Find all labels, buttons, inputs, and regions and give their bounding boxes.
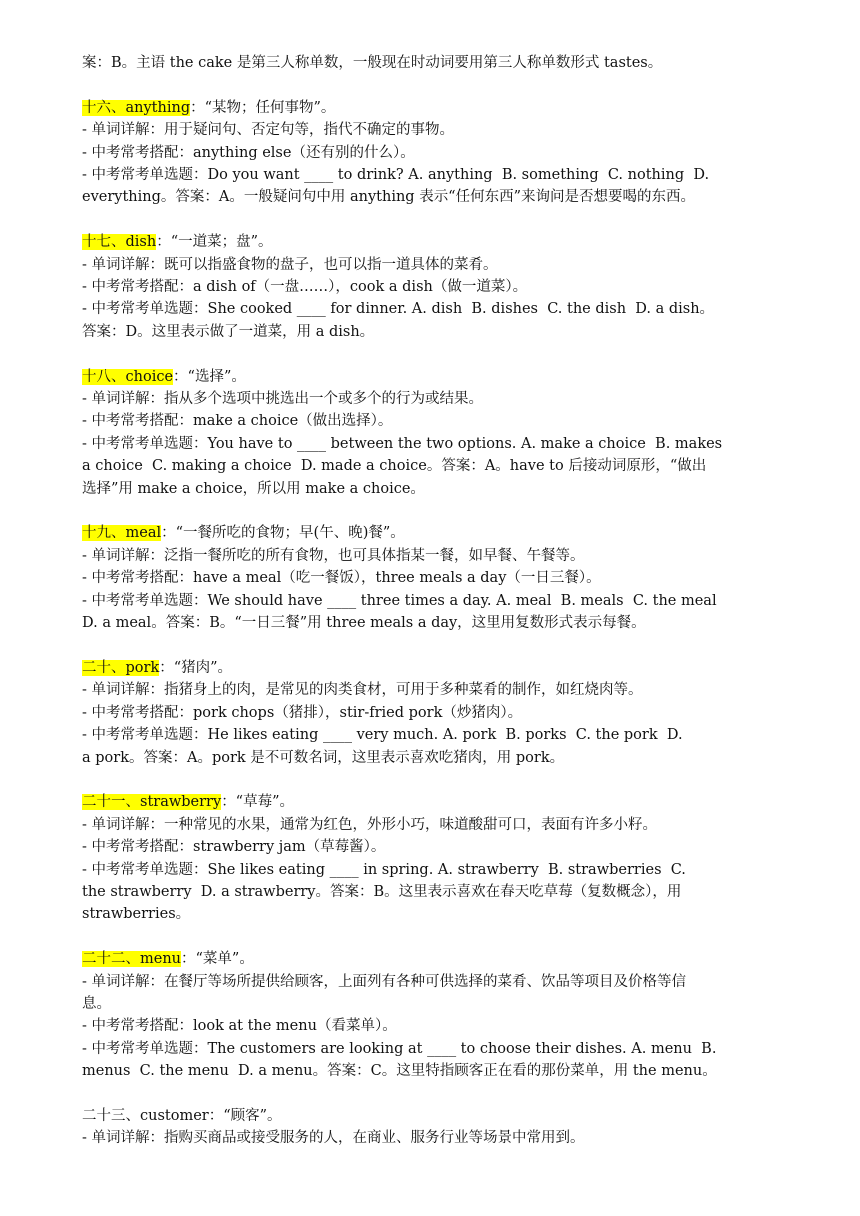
entry-line: - 单词详解：指猪身上的肉，是常见的肉类食材，可用于多种菜肴的制作，如红烧肉等。 <box>82 682 643 699</box>
entry-line: - 中考常考搭配：pork chops（猪排），stir-fried pork（炒猪肉）。 <box>82 704 523 721</box>
blank-line <box>82 209 810 231</box>
entry-heading <box>82 791 810 813</box>
blank-line <box>82 635 810 657</box>
entry-line: - 单词详解：在餐厅等场所提供给顾客，上面列有各种可供选择的菜肴、饮品等项目及价格等信 <box>82 973 687 990</box>
entry-line: - 中考常考搭配：strawberry jam（草莓酱）。 <box>82 839 386 856</box>
entry-line: - 中考常考单选题：The customers are looking at ____ to choose their dishes. A. menu B. <box>82 1040 717 1057</box>
heading-meaning: ：“一餐所吃的食物；早(午、晚)餐”。 <box>161 525 405 542</box>
entry-line: - 单词详解：指购买商品或接受服务的人，在商业、服务行业等场景中常用到。 <box>82 1130 585 1147</box>
blank-line <box>82 1083 810 1105</box>
entry-line: 选择”用 make a choice，所以用 make a choice。 <box>82 480 425 497</box>
entry-line: - 中考常考搭配：look at the menu（看菜单）。 <box>82 1018 397 1035</box>
entry-line: D. a meal。答案：B。“一日三餐”用 three meals a day，这里用复数形式表示每餐。 <box>82 615 646 632</box>
entry-line: - 单词详解：泛指一餐所吃的所有食物，也可具体指某一餐，如早餐、午餐等。 <box>82 547 585 564</box>
entry-line: - 中考常考单选题：He likes eating ____ very much. A. pork B. porks C. the pork D. <box>82 727 683 744</box>
entry-line: - 单词详解：一种常见的水果，通常为红色，外形小巧，味道酸甜可口，表面有许多小籽。 <box>82 816 658 833</box>
blank-line <box>82 343 810 365</box>
entry-line: - 中考常考单选题：Do you want ____ to drink? A. anything B. something C. nothing D. <box>82 167 710 184</box>
entry-line: a choice C. making a choice D. made a choice。答案：A。have to 后接动词原形，“做出 <box>82 458 707 475</box>
blank-line <box>82 500 810 522</box>
entry-line: - 中考常考搭配：anything else（还有别的什么）。 <box>82 144 415 161</box>
entry-heading <box>82 657 810 679</box>
heading-meaning: ：“一道菜；盘”。 <box>156 234 273 251</box>
entry-line: - 中考常考搭配：have a meal（吃一餐饭），three meals a day（一日三餐）。 <box>82 570 601 587</box>
highlighted-word: 二十二、menu <box>82 951 182 968</box>
highlighted-word: 十七、dish <box>82 234 157 251</box>
highlighted-word: 十八、choice <box>82 368 174 385</box>
entry-line: - 中考常考单选题：She cooked ____ for dinner. A. dish B. dishes C. the dish D. a dish。 <box>82 301 715 318</box>
entry-heading <box>82 522 810 544</box>
entry-line: menus C. the menu D. a menu。答案：C。这里特指顾客正在看的那份菜单，用 the menu。 <box>82 1063 717 1080</box>
intro-line: 案：B。主语 the cake 是第三人称单数，一般现在时动词要用第三人称单数形式 tastes。 <box>82 55 663 71</box>
highlighted-word: 二十一、strawberry <box>82 794 222 811</box>
entry-line: everything。答案：A。一般疑问句中用 anything 表示“任何东西”来询问是否想要喝的东西。 <box>82 189 696 206</box>
entry-heading <box>82 366 810 388</box>
highlighted-word: 二十、pork <box>82 659 160 676</box>
entry-line: - 单词详解：既可以指盛食物的盘子，也可以指一道具体的菜肴。 <box>82 256 498 273</box>
entry-line: - 中考常考搭配：a dish of（一盘……），cook a dish（做一道菜）。 <box>82 279 528 296</box>
entry-heading <box>82 97 810 119</box>
entry-line: - 中考常考单选题：You have to ____ between the two options. A. make a choice B. makes <box>82 435 723 452</box>
entry-line: 答案：D。这里表示做了一道菜，用 a dish。 <box>82 323 375 340</box>
blank-line <box>82 926 810 948</box>
entry-heading <box>82 948 810 970</box>
blank-line <box>82 769 810 791</box>
highlighted-word: 十九、meal <box>82 525 162 542</box>
entry-heading <box>82 231 810 253</box>
document-body <box>82 52 810 1150</box>
entry-heading <box>82 1105 810 1127</box>
heading-meaning: ：“草莓”。 <box>221 794 295 811</box>
heading-meaning: 二十三、customer：“顾客”。 <box>82 1107 282 1124</box>
heading-meaning: ：“菜单”。 <box>181 951 254 968</box>
entry-line: - 中考常考单选题：We should have ____ three times a day. A. meal B. meals C. the meal <box>82 592 717 609</box>
entry-line: the strawberry D. a strawberry。答案：B。这里表示喜欢在春天吃草莓（复数概念），用 <box>82 883 682 900</box>
entry-line: - 单词详解：指从多个选项中挑选出一个或多个的行为或结果。 <box>82 391 484 408</box>
entry-line: strawberries。 <box>82 906 191 923</box>
entry-line: a pork。答案：A。pork 是不可数名词，这里表示喜欢吃猪肉，用 pork。 <box>82 749 565 766</box>
heading-meaning: ：“猪肉”。 <box>159 659 233 676</box>
highlighted-word: 十六、anything <box>82 99 191 116</box>
blank-line <box>82 74 810 96</box>
heading-meaning: ：“某物；任何事物”。 <box>190 99 336 116</box>
entry-line: - 单词详解：用于疑问句、否定句等，指代不确定的事物。 <box>82 122 455 139</box>
entry-line: - 中考常考单选题：She likes eating ____ in spring. A. strawberry B. strawberries C. <box>82 861 686 878</box>
heading-meaning: ：“选择”。 <box>173 368 246 385</box>
entry-line: 息。 <box>82 995 111 1012</box>
entry-line: - 中考常考搭配：make a choice（做出选择）。 <box>82 413 393 430</box>
